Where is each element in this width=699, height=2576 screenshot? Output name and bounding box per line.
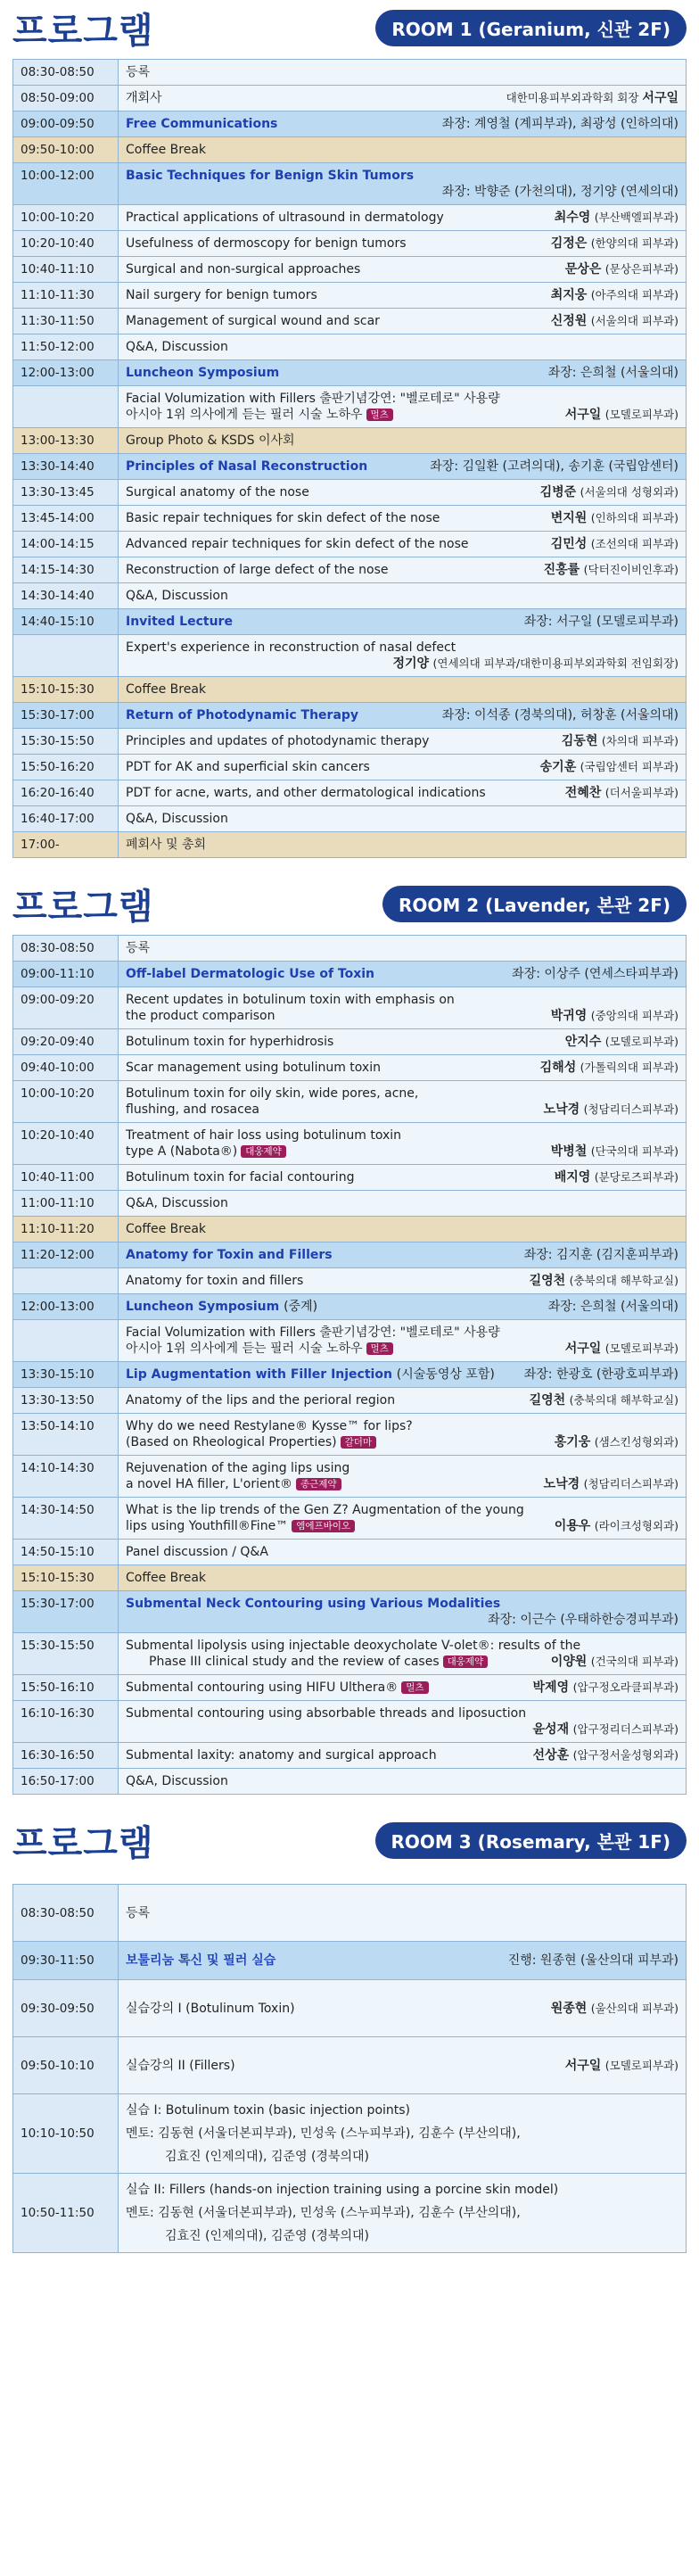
- session-title: 개회사: [126, 91, 162, 105]
- sponsor-badge: 멀츠: [366, 409, 393, 421]
- time-cell: 12:00-13:00: [13, 360, 119, 386]
- speaker-name: 원종현: [550, 2001, 588, 2016]
- time-cell: 09:00-09:20: [13, 987, 119, 1029]
- closing-title: 폐회사 및 총회: [119, 832, 687, 858]
- room1-header: [12, 0, 687, 55]
- speaker-name: 신정원: [550, 314, 588, 328]
- time-cell: 09:50-10:10: [13, 2037, 119, 2094]
- talk-title: PDT for AK and superficial skin cancers: [126, 760, 370, 774]
- talk-title: Q&A, Discussion: [119, 583, 687, 609]
- time-cell: 13:30-15:10: [13, 1362, 119, 1388]
- time-cell: 10:20-10:40: [13, 231, 119, 257]
- time-cell: 16:40-17:00: [13, 806, 119, 832]
- sponsor-badge: 대웅제약: [241, 1145, 286, 1158]
- mentor-list: 멘토: 김동현 (서울더본피부과), 민성욱 (스누피부과), 김훈수 (부산의대),: [126, 2206, 521, 2220]
- speaker-name: 박제영: [532, 1680, 570, 1695]
- time-cell: 09:30-11:50: [13, 1942, 119, 1980]
- session-title: Lip Augmentation with Filler Injection: [126, 1367, 392, 1382]
- talk-title-line2: flushing, and rosacea: [126, 1102, 259, 1117]
- speaker-affiliation: (가톨릭의대 피부과): [580, 1061, 678, 1074]
- talk-title: Submental lipolysis using injectable deoxycholate V-olet®: results of the: [126, 1639, 581, 1653]
- speaker-affiliation: (충북의대 해부학교실): [569, 1393, 678, 1407]
- session-title: 등록: [119, 60, 687, 86]
- talk-title: Treatment of hair loss using botulinum toxin: [126, 1128, 402, 1143]
- talk-title: Usefulness of dermoscopy for benign tumors: [126, 236, 407, 251]
- time-cell: 17:00-: [13, 832, 119, 858]
- speaker-affiliation: (모델로피부과): [604, 1035, 678, 1048]
- sponsor-badge: 갈더마: [341, 1436, 376, 1449]
- speaker-name: 홍기웅: [554, 1435, 591, 1449]
- sponsor-badge: 대웅제약: [443, 1655, 489, 1668]
- speaker-name: 변지원: [550, 511, 588, 525]
- chair: 좌장: 박향준 (가천의대), 정기양 (연세의대): [441, 185, 678, 199]
- sponsor-badge: 엠에프바이오: [292, 1520, 355, 1532]
- speaker-name: 윤성재: [532, 1722, 570, 1737]
- sponsor-badge: 멀츠: [401, 1681, 428, 1694]
- talk-title: Rejuvenation of the aging lips using: [126, 1461, 350, 1475]
- talk-title: Q&A, Discussion: [119, 806, 687, 832]
- speaker-affiliation: (모델로피부과): [604, 2058, 678, 2072]
- mentor-list-cont: 김효진 (인제의대), 김준영 (경북의대): [165, 2150, 369, 2164]
- speaker-name: 김민성: [550, 537, 588, 551]
- talk-title: Expert's experience in reconstruction of nasal defect: [126, 640, 456, 655]
- time-cell: 10:10-10:50: [13, 2094, 119, 2174]
- time-cell: 10:20-10:40: [13, 1123, 119, 1165]
- time-cell: 14:00-14:15: [13, 532, 119, 557]
- speaker-affiliation: (샘스킨성형외과): [594, 1435, 678, 1449]
- speaker-name: 진홍률: [543, 563, 580, 577]
- time-cell: [13, 635, 119, 677]
- speaker-affiliation: (압구정리더스피부과): [572, 1722, 678, 1736]
- time-cell: 15:10-15:30: [13, 1565, 119, 1591]
- room2-header: [12, 876, 687, 931]
- talk-title: Botulinum toxin for hyperhidrosis: [126, 1035, 334, 1049]
- talk-title-line2: the product comparison: [126, 1009, 275, 1023]
- speaker-name: 노낙경: [543, 1102, 580, 1117]
- time-cell: [13, 386, 119, 428]
- speaker-name: 문상은: [564, 262, 602, 277]
- sponsor-badge: 멀츠: [366, 1342, 393, 1355]
- time-cell: 09:20-09:40: [13, 1029, 119, 1055]
- time-cell: 09:30-09:50: [13, 1980, 119, 2037]
- time-cell: 08:30-08:50: [13, 60, 119, 86]
- room2-label: ROOM 2 (Lavender, 본관 2F): [382, 886, 687, 922]
- talk-title: Q&A, Discussion: [119, 1769, 687, 1795]
- time-cell: 13:30-14:40: [13, 454, 119, 480]
- time-cell: 11:10-11:30: [13, 283, 119, 309]
- session-title: 등록: [119, 936, 687, 962]
- talk-title: Q&A, Discussion: [119, 334, 687, 360]
- talk-title-line2: a novel HA filler, L'orient®: [126, 1477, 292, 1491]
- talk-title: Why do we need Restylane® Kysse™ for lips?: [126, 1419, 413, 1433]
- session-title: Principles of Nasal Reconstruction: [126, 459, 368, 474]
- talk-title: Basic repair techniques for skin defect of the nose: [126, 511, 440, 525]
- session-title: Off-label Dermatologic Use of Toxin: [126, 967, 375, 981]
- session-title: Luncheon Symposium: [126, 366, 280, 380]
- talk-title: Surgical anatomy of the nose: [126, 485, 309, 500]
- session-title: Submental Neck Contouring using Various Modalities: [126, 1597, 501, 1611]
- room3-label: ROOM 3 (Rosemary, 본관 1F): [375, 1822, 687, 1859]
- speaker-name: 이용우: [554, 1519, 591, 1533]
- speaker-affiliation: (조선의대 피부과): [590, 537, 678, 550]
- speaker-affiliation: (모델로피부과): [604, 1342, 678, 1355]
- speaker-affiliation: (분당로즈피부과): [594, 1170, 678, 1184]
- speaker-affiliation: (중앙의대 피부과): [590, 1009, 678, 1022]
- speaker-affiliation: (청담리더스피부과): [583, 1477, 678, 1490]
- time-cell: 10:00-10:20: [13, 1081, 119, 1123]
- time-cell: 10:00-12:00: [13, 163, 119, 205]
- room3-header: [12, 1812, 687, 1868]
- talk-title: 실습강의 I (Botulinum Toxin): [126, 2001, 295, 2016]
- session-title: Basic Techniques for Benign Skin Tumors: [126, 169, 415, 183]
- talk-title: Surgical and non-surgical approaches: [126, 262, 361, 277]
- session-title: 등록: [119, 1885, 687, 1942]
- speaker-affiliation: (건국의대 피부과): [590, 1655, 678, 1668]
- room1-label: ROOM 1 (Geranium, 신관 2F): [375, 10, 687, 46]
- time-cell: 11:10-11:20: [13, 1217, 119, 1243]
- time-cell: 15:30-17:00: [13, 1591, 119, 1633]
- speaker-name: 최수영: [554, 211, 591, 225]
- speaker-affiliation: (문상은피부과): [604, 262, 678, 276]
- time-cell: 11:20-12:00: [13, 1243, 119, 1268]
- talk-title: Q&A, Discussion: [119, 1191, 687, 1217]
- speaker-name: 서구일: [642, 91, 678, 105]
- room3-schedule: [12, 1884, 687, 2253]
- time-cell: 15:50-16:10: [13, 1675, 119, 1701]
- program-title: 프로그램: [12, 10, 154, 52]
- session-note: (시술동영상 포함): [396, 1367, 495, 1382]
- talk-title: Reconstruction of large defect of the nose: [126, 563, 389, 577]
- speaker-name: 정기양: [392, 656, 430, 671]
- time-cell: 15:30-15:50: [13, 1633, 119, 1675]
- speaker-name: 이양원: [550, 1655, 588, 1669]
- talk-title: PDT for acne, warts, and other dermatological indications: [126, 786, 486, 800]
- break-title: Coffee Break: [119, 1565, 687, 1591]
- speaker-name: 서구일: [564, 1342, 602, 1356]
- time-cell: 13:50-14:10: [13, 1414, 119, 1456]
- time-cell: 08:30-08:50: [13, 1885, 119, 1942]
- time-cell: 16:10-16:30: [13, 1701, 119, 1743]
- time-cell: [13, 1268, 119, 1294]
- time-cell: 16:30-16:50: [13, 1743, 119, 1769]
- speaker-name: 박귀영: [550, 1009, 588, 1023]
- time-cell: 13:45-14:00: [13, 506, 119, 532]
- speaker-name: 김해성: [539, 1061, 577, 1075]
- speaker-name: 노낙경: [543, 1477, 580, 1491]
- talk-title: 실습 II: Fillers (hands-on injection training using a porcine skin model): [126, 2183, 559, 2197]
- speaker-name: 배지영: [554, 1170, 591, 1185]
- speaker-name: 길영천: [529, 1274, 566, 1288]
- talk-title: Principles and updates of photodynamic therapy: [126, 734, 430, 748]
- chair: 좌장: 이석종 (경북의대), 허창훈 (서울의대): [441, 708, 678, 722]
- time-cell: 14:50-15:10: [13, 1540, 119, 1565]
- talk-title: Facial Volumization with Fillers 출판기념강연: "벨로테로" 사용량: [126, 1325, 500, 1340]
- speaker-affiliation: (라이크성형외과): [594, 1519, 678, 1532]
- time-cell: 15:10-15:30: [13, 677, 119, 703]
- talk-title: Botulinum toxin for oily skin, wide pores, acne,: [126, 1086, 419, 1101]
- room2-schedule: [12, 935, 687, 1795]
- time-cell: 15:50-16:20: [13, 755, 119, 780]
- room1-schedule: [12, 59, 687, 858]
- talk-title-line2: (Based on Rheological Properties): [126, 1435, 337, 1449]
- talk-title-line2: Phase III clinical study and the review of cases: [149, 1655, 440, 1669]
- chair: 좌장: 서구일 (모델로피부과): [523, 615, 678, 629]
- time-cell: 14:15-14:30: [13, 557, 119, 583]
- session-title: 보툴리눔 톡신 및 필러 실습: [126, 1953, 276, 1968]
- talk-title: What is the lip trends of the Gen Z? Augmentation of the young: [126, 1503, 524, 1517]
- time-cell: 10:40-11:00: [13, 1165, 119, 1191]
- session-title: Free Communications: [126, 117, 278, 131]
- time-cell: 11:30-11:50: [13, 309, 119, 334]
- time-cell: 14:30-14:40: [13, 583, 119, 609]
- speaker-name: 김정은: [550, 236, 588, 251]
- time-cell: 13:30-13:50: [13, 1388, 119, 1414]
- time-cell: 13:00-13:30: [13, 428, 119, 454]
- program-title: 프로그램: [12, 1822, 154, 1864]
- time-cell: 10:00-10:20: [13, 205, 119, 231]
- speaker-affiliation: (서울의대 피부과): [590, 314, 678, 327]
- speaker-affiliation: (청담리더스피부과): [583, 1102, 678, 1116]
- talk-title: Recent updates in botulinum toxin with emphasis on: [126, 993, 455, 1007]
- mentor-list-cont: 김효진 (인제의대), 김준영 (경북의대): [165, 2229, 369, 2243]
- speaker-affiliation: (단국의대 피부과): [590, 1144, 678, 1158]
- talk-title: Submental contouring using absorbable threads and liposuction: [126, 1706, 527, 1721]
- talk-title: Scar management using botulinum toxin: [126, 1061, 381, 1075]
- chair: 좌장: 한광호 (한광호피부과): [523, 1367, 678, 1382]
- talk-title: Management of surgical wound and scar: [126, 314, 380, 328]
- session-note: (중계): [284, 1300, 318, 1314]
- talk-title: 실습 I: Botulinum toxin (basic injection points): [126, 2103, 411, 2118]
- break-title: Coffee Break: [119, 1217, 687, 1243]
- speaker-affiliation: (부산백엘피부과): [594, 211, 678, 224]
- speaker-affiliation: (서울의대 성형외과): [580, 485, 678, 499]
- time-cell: 13:30-13:45: [13, 480, 119, 506]
- talk-title: Anatomy for toxin and fillers: [126, 1274, 304, 1288]
- speaker-role: 대한미용피부외과학회 회장: [506, 91, 643, 104]
- speaker-name: 길영천: [529, 1393, 566, 1408]
- talk-title: Practical applications of ultrasound in dermatology: [126, 211, 444, 225]
- speaker-affiliation: (울산의대 피부과): [590, 2001, 678, 2015]
- session-title: Anatomy for Toxin and Fillers: [126, 1248, 333, 1262]
- speaker-name: 전혜찬: [564, 786, 602, 800]
- talk-title: Submental contouring using HIFU Ulthera®: [126, 1680, 399, 1695]
- chair: 좌장: 이상주 (연세스타피부과): [512, 967, 678, 981]
- chair: 좌장: 김지훈 (김지훈피부과): [523, 1248, 678, 1262]
- speaker-affiliation: (국립암센터 피부과): [580, 760, 678, 773]
- chair: 좌장: 계영철 (계피부과), 최광성 (인하의대): [441, 117, 678, 131]
- speaker-affiliation: (압구정서울성형외과): [572, 1748, 678, 1762]
- break-title: Coffee Break: [119, 137, 687, 163]
- talk-title: Submental laxity: anatomy and surgical approach: [126, 1748, 437, 1763]
- break-title: Group Photo & KSDS 이사회: [119, 428, 687, 454]
- chair: 좌장: 은희철 (서울의대): [547, 1300, 678, 1314]
- chair: 진행: 원종현 (울산의대 피부과): [507, 1953, 678, 1968]
- time-cell: 16:20-16:40: [13, 780, 119, 806]
- talk-title: Anatomy of the lips and the perioral region: [126, 1393, 396, 1408]
- chair: 좌장: 이근수 (우태하한승경피부과): [488, 1613, 678, 1627]
- speaker-affiliation: (압구정오라클피부과): [572, 1680, 678, 1694]
- talk-title: 실습강의 II (Fillers): [126, 2058, 235, 2073]
- speaker-name: 김병준: [539, 485, 577, 500]
- time-cell: 10:50-11:50: [13, 2174, 119, 2253]
- session-title: Return of Photodynamic Therapy: [126, 708, 359, 722]
- time-cell: 09:40-10:00: [13, 1055, 119, 1081]
- speaker-name: 서구일: [564, 408, 602, 422]
- session-title: Luncheon Symposium: [126, 1300, 280, 1314]
- time-cell: 09:00-11:10: [13, 962, 119, 987]
- time-cell: 14:30-14:50: [13, 1498, 119, 1540]
- time-cell: 08:30-08:50: [13, 936, 119, 962]
- break-title: Coffee Break: [119, 677, 687, 703]
- talk-title: Nail surgery for benign tumors: [126, 288, 317, 302]
- speaker-affiliation: (연세의대 피부과/대한미용피부외과학회 전임회장): [432, 656, 678, 670]
- talk-title-line2: type A (Nabota®): [126, 1144, 238, 1159]
- time-cell: 15:30-17:00: [13, 703, 119, 729]
- speaker-name: 선상훈: [532, 1748, 570, 1763]
- time-cell: 14:40-15:10: [13, 609, 119, 635]
- speaker-name: 서구일: [564, 2058, 602, 2073]
- talk-title-line2: 아시아 1위 의사에게 듣는 필러 시술 노하우: [126, 408, 363, 422]
- speaker-affiliation: (닥터진이비인후과): [583, 563, 678, 576]
- chair: 좌장: 김일환 (고려의대), 송기훈 (국립암센터): [430, 459, 678, 474]
- speaker-affiliation: (모델로피부과): [604, 408, 678, 421]
- speaker-name: 최지웅: [550, 288, 588, 302]
- time-cell: 14:10-14:30: [13, 1456, 119, 1498]
- time-cell: 11:00-11:10: [13, 1191, 119, 1217]
- speaker-name: 송기훈: [539, 760, 577, 774]
- speaker-name: 박병철: [550, 1144, 588, 1159]
- speaker-affiliation: (아주의대 피부과): [590, 288, 678, 301]
- time-cell: [13, 1320, 119, 1362]
- speaker-affiliation: (차의대 피부과): [601, 734, 678, 747]
- speaker-affiliation: (한양의대 피부과): [590, 236, 678, 250]
- talk-title: Facial Volumization with Fillers 출판기념강연: "벨로테로" 사용량: [126, 392, 500, 406]
- time-cell: 12:00-13:00: [13, 1294, 119, 1320]
- time-cell: 09:50-10:00: [13, 137, 119, 163]
- time-cell: 08:50-09:00: [13, 86, 119, 111]
- sponsor-badge: 종근제약: [296, 1478, 341, 1490]
- talk-title: Panel discussion / Q&A: [119, 1540, 687, 1565]
- time-cell: 10:40-11:10: [13, 257, 119, 283]
- time-cell: 09:00-09:50: [13, 111, 119, 137]
- program-title: 프로그램: [12, 886, 154, 928]
- mentor-list: 멘토: 김동현 (서울더본피부과), 민성욱 (스누피부과), 김훈수 (부산의대),: [126, 2126, 521, 2141]
- session-title: Invited Lecture: [126, 615, 233, 629]
- time-cell: 16:50-17:00: [13, 1769, 119, 1795]
- speaker-name: 김동현: [561, 734, 598, 748]
- speaker-affiliation: (충북의대 해부학교실): [569, 1274, 678, 1287]
- time-cell: 15:30-15:50: [13, 729, 119, 755]
- speaker-affiliation: (인하의대 피부과): [590, 511, 678, 524]
- talk-title-line2: lips using Youthfill®Fine™: [126, 1519, 289, 1533]
- talk-title: Botulinum toxin for facial contouring: [126, 1170, 355, 1185]
- talk-title-line2: 아시아 1위 의사에게 듣는 필러 시술 노하우: [126, 1342, 363, 1356]
- speaker-name: 안지수: [564, 1035, 602, 1049]
- time-cell: 11:50-12:00: [13, 334, 119, 360]
- chair: 좌장: 은희철 (서울의대): [547, 366, 678, 380]
- speaker-affiliation: (더서울피부과): [604, 786, 678, 799]
- talk-title: Advanced repair techniques for skin defect of the nose: [126, 537, 469, 551]
